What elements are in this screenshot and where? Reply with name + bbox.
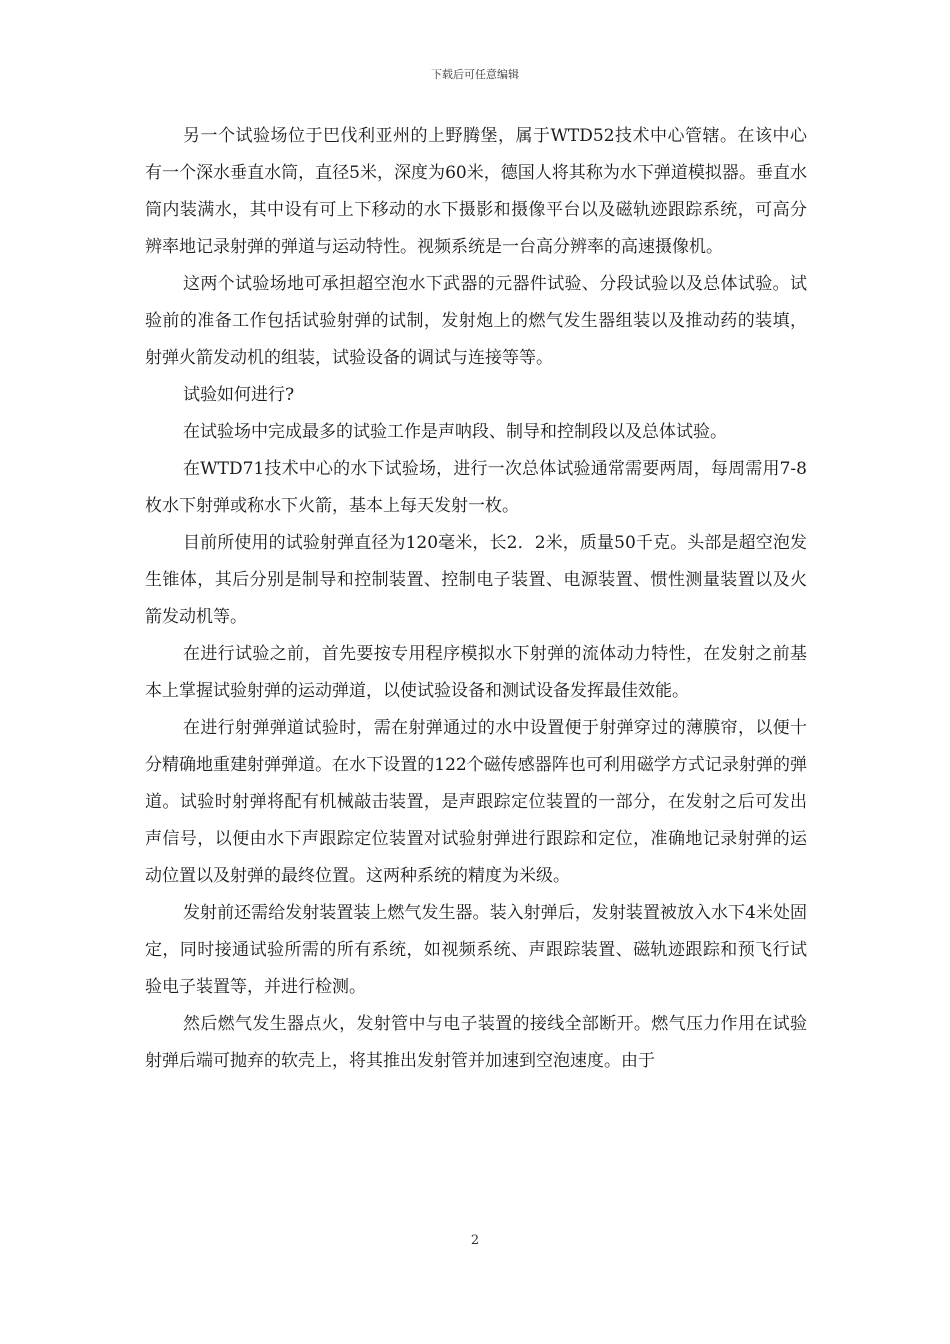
paragraph-8: 在进行射弹弹道试验时，需在射弹通过的水中设置便于射弹穿过的薄膜帘，以便十分精确地重建射弹弹道。在水下设置的122个磁传感器阵也可利用磁学方式记录射弹的弹道。试验时射弹将配有机械敲击装置，是声跟踪定位装置的一部分，在发射之后可发出声信号，以便由水下声跟踪定位装置对试验射弹进行跟踪和定位，准确地记录射弹的运动位置以及射弹的最终位置。这两种系统的精度为米级。 [145,718,807,886]
paragraph-5: 在WTD71技术中心的水下试验场，进行一次总体试验通常需要两周，每周需用7-8枚水下射弹或称水下火箭，基本上每天发射一枚。 [145,459,807,516]
paragraph-3-question: 试验如何进行? [183,385,295,405]
paragraph-9: 发射前还需给发射装置装上燃气发生器。装入射弹后，发射装置被放入水下4米处固定，同时接通试验所需的所有系统，如视频系统、声跟踪装置、磁轨迹跟踪和预飞行试验电子装置等，并进行检测。 [145,903,807,997]
paragraph-7: 在进行试验之前，首先要按专用程序模拟水下射弹的流体动力特性，在发射之前基本上掌握试验射弹的运动弹道，以使试验设备和测试设备发挥最佳效能。 [145,644,807,701]
paragraph-2: 这两个试验场地可承担超空泡水下武器的元器件试验、分段试验以及总体试验。试验前的准备工作包括试验射弹的试制，发射炮上的燃气发生器组装以及推动药的装填，射弹火箭发动机的组装，试验设备的调试与连接等等。 [145,274,807,368]
paragraph-10: 然后燃气发生器点火，发射管中与电子装置的接线全部断开。燃气压力作用在试验射弹后端可抛弃的软壳上，将其推出发射管并加速到空泡速度。由于 [145,1014,807,1071]
paragraph-1: 另一个试验场位于巴伐利亚州的上野腾堡，属于WTD52技术中心管辖。在该中心有一个深水垂直水筒，直径5米，深度为60米，德国人将其称为水下弹道模拟器。垂直水筒内装满水，其中设有可上下移动的水下摄影和摄像平台以及磁轨迹跟踪系统，可高分辨率地记录射弹的弹道与运动特性。视频系统是一台高分辨率的高速摄像机。 [145,126,807,257]
paragraph-6: 目前所使用的试验射弹直径为120毫米，长2．2米，质量50千克。头部是超空泡发生锥体，其后分别是制导和控制装置、控制电子装置、电源装置、惯性测量装置以及火箭发动机等。 [145,533,807,627]
page-number: 2 [470,1233,480,1248]
page-header-note: 下载后可任意编辑 [431,68,519,81]
document-body [145,118,807,1080]
paragraph-4: 在试验场中完成最多的试验工作是声呐段、制导和控制段以及总体试验。 [183,422,727,442]
